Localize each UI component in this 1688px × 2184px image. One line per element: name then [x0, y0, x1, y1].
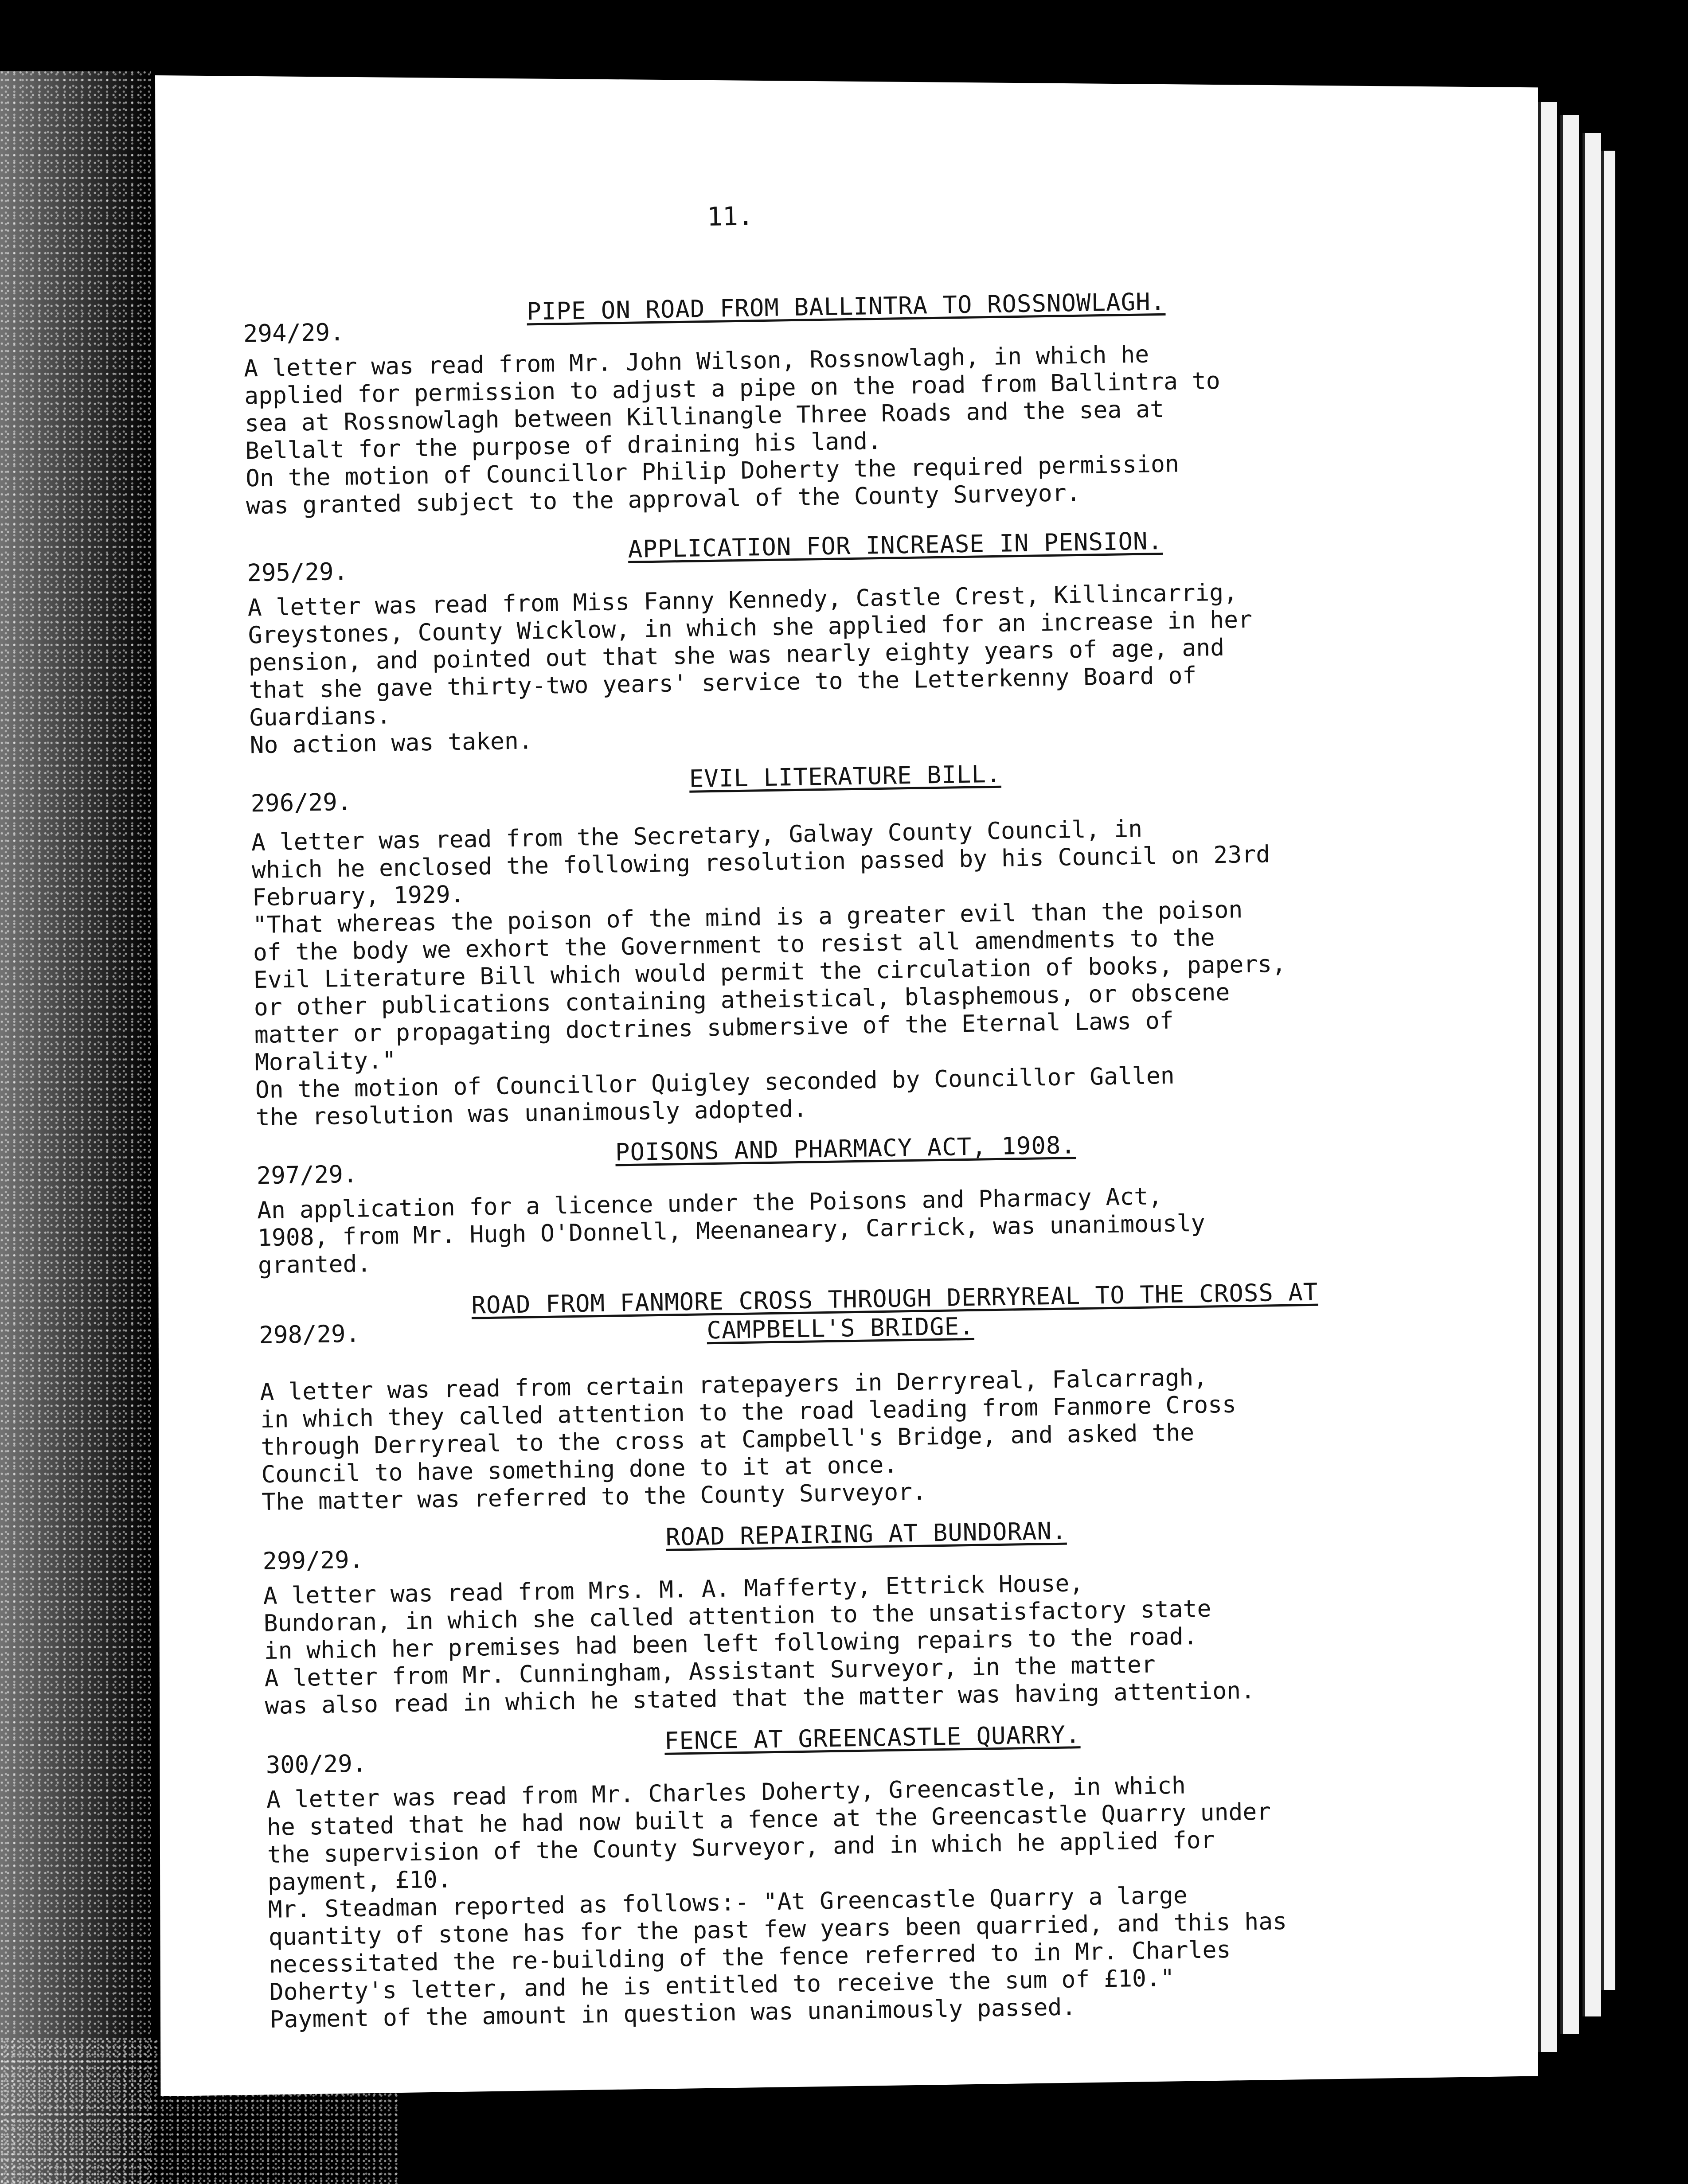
- minute-number: 296/29.: [250, 788, 352, 818]
- minute-number: 298/29.: [258, 1319, 360, 1349]
- minute-number: 294/29.: [243, 318, 345, 348]
- minute-body: A letter was read from Mrs. M. A. Mafferty, Ettrick House, Bundoran, in which she called attention to the unsatisfactory state in which her premises had been left following repairs to the road. A letter from Mr. Cunningham, Assistant Surveyor, in the matter was also read in which he stated that the matter was having attention.: [263, 1570, 1255, 1720]
- minute-body: A letter was read from certain ratepayers in Derryreal, Falcarragh, in which they called attention to the road leading from Fanmore Cross through Derryreal to the cross at Campbell's Bridge, and asked the Council to have something done to it at once. The matter was referred to the County Surveyor.: [260, 1364, 1237, 1516]
- minute-heading-continued: CAMPBELL'S BRIDGE.: [706, 1312, 975, 1345]
- minute-heading: APPLICATION FOR INCREASE IN PENSION.: [628, 526, 1163, 563]
- page-stack-edge: [1582, 133, 1601, 2016]
- minute-number: 297/29.: [256, 1160, 358, 1190]
- minute-heading: EVIL LITERATURE BILL.: [689, 760, 1002, 793]
- minute-body: A letter was read from Mr. John Wilson, Rossnowlagh, in which he applied for permission to adjust a pipe on the road from Ballintra to sea at Rossnowlagh between Killinangle Three Roads and the sea at Bellalt for the purpose of draining his land. On the motion of Councillor Philip Doherty the required permission was granted subject to the approval of the County Surveyor.: [243, 341, 1221, 520]
- minute-number: 295/29.: [246, 557, 348, 587]
- minute-heading: POISONS AND PHARMACY ACT, 1908.: [615, 1131, 1076, 1166]
- scan-noise-left: [0, 71, 151, 2184]
- minute-number: 300/29.: [266, 1749, 367, 1779]
- page-number: 11.: [707, 201, 754, 232]
- minute-heading: FENCE AT GREENCASTLE QUARRY.: [664, 1720, 1081, 1755]
- minute-body: A letter was read from Miss Fanny Kennedy, Castle Crest, Killincarrig, Greystones, County Wicklow, in which she applied for an increase in her pension, and pointed out that she was nearly eighty years of age, and that she gave thirty-two years' service to the Letterkenny Board of Guardians. No action was taken.: [247, 579, 1253, 759]
- minutes-document: [155, 64, 1570, 2106]
- minute-body: A letter was read from Mr. Charles Doherty, Greencastle, in which he stated that he had now built a fence at the Greencastle Quarry under the supervision of the County Surveyor, and in which he applied for payment, £10. Mr. Steadman reported as follows:- "At Greencastle Quarry a large quantity of stone has for the past few years been quarried, and this has necessitated the re-building of the fence referred to in Mr. Charles Doherty's letter, and he is entitled to receive the sum of £10." Payment of the amount in question was unanimously passed.: [266, 1772, 1287, 2033]
- minute-number: 299/29.: [262, 1545, 364, 1576]
- minute-heading: PIPE ON ROAD FROM BALLINTRA TO ROSSNOWLAGH.: [526, 287, 1166, 326]
- page-stack-edge: [1601, 151, 1615, 1990]
- minute-body: An application for a licence under the Poisons and Pharmacy Act, 1908, from Mr. Hugh O'Donnell, Meenaneary, Carrick, was unanimously granted.: [257, 1183, 1206, 1279]
- minute-heading: ROAD REPAIRING AT BUNDORAN.: [665, 1517, 1067, 1551]
- minute-heading: ROAD FROM FANMORE CROSS THROUGH DERRYREAL TO THE CROSS AT: [471, 1278, 1318, 1319]
- minute-body: A letter was read from the Secretary, Galway County Council, in which he enclosed the following resolution passed by his Council on 23rd February, 1929. "That whereas the poison of the mind is a greater evil than the poison of the body we exhort the Government to resist all amendments to the Evil Literature Bill which would permit the circulation of books, papers, or other publications containing atheistical, blasphemous, or obscene matter or propagating doctrines submersive of the Eternal Laws of Morality." On the motion of Councillor Quigley seconded by Councillor Gallen the resolution was unanimously adopted.: [251, 815, 1286, 1131]
